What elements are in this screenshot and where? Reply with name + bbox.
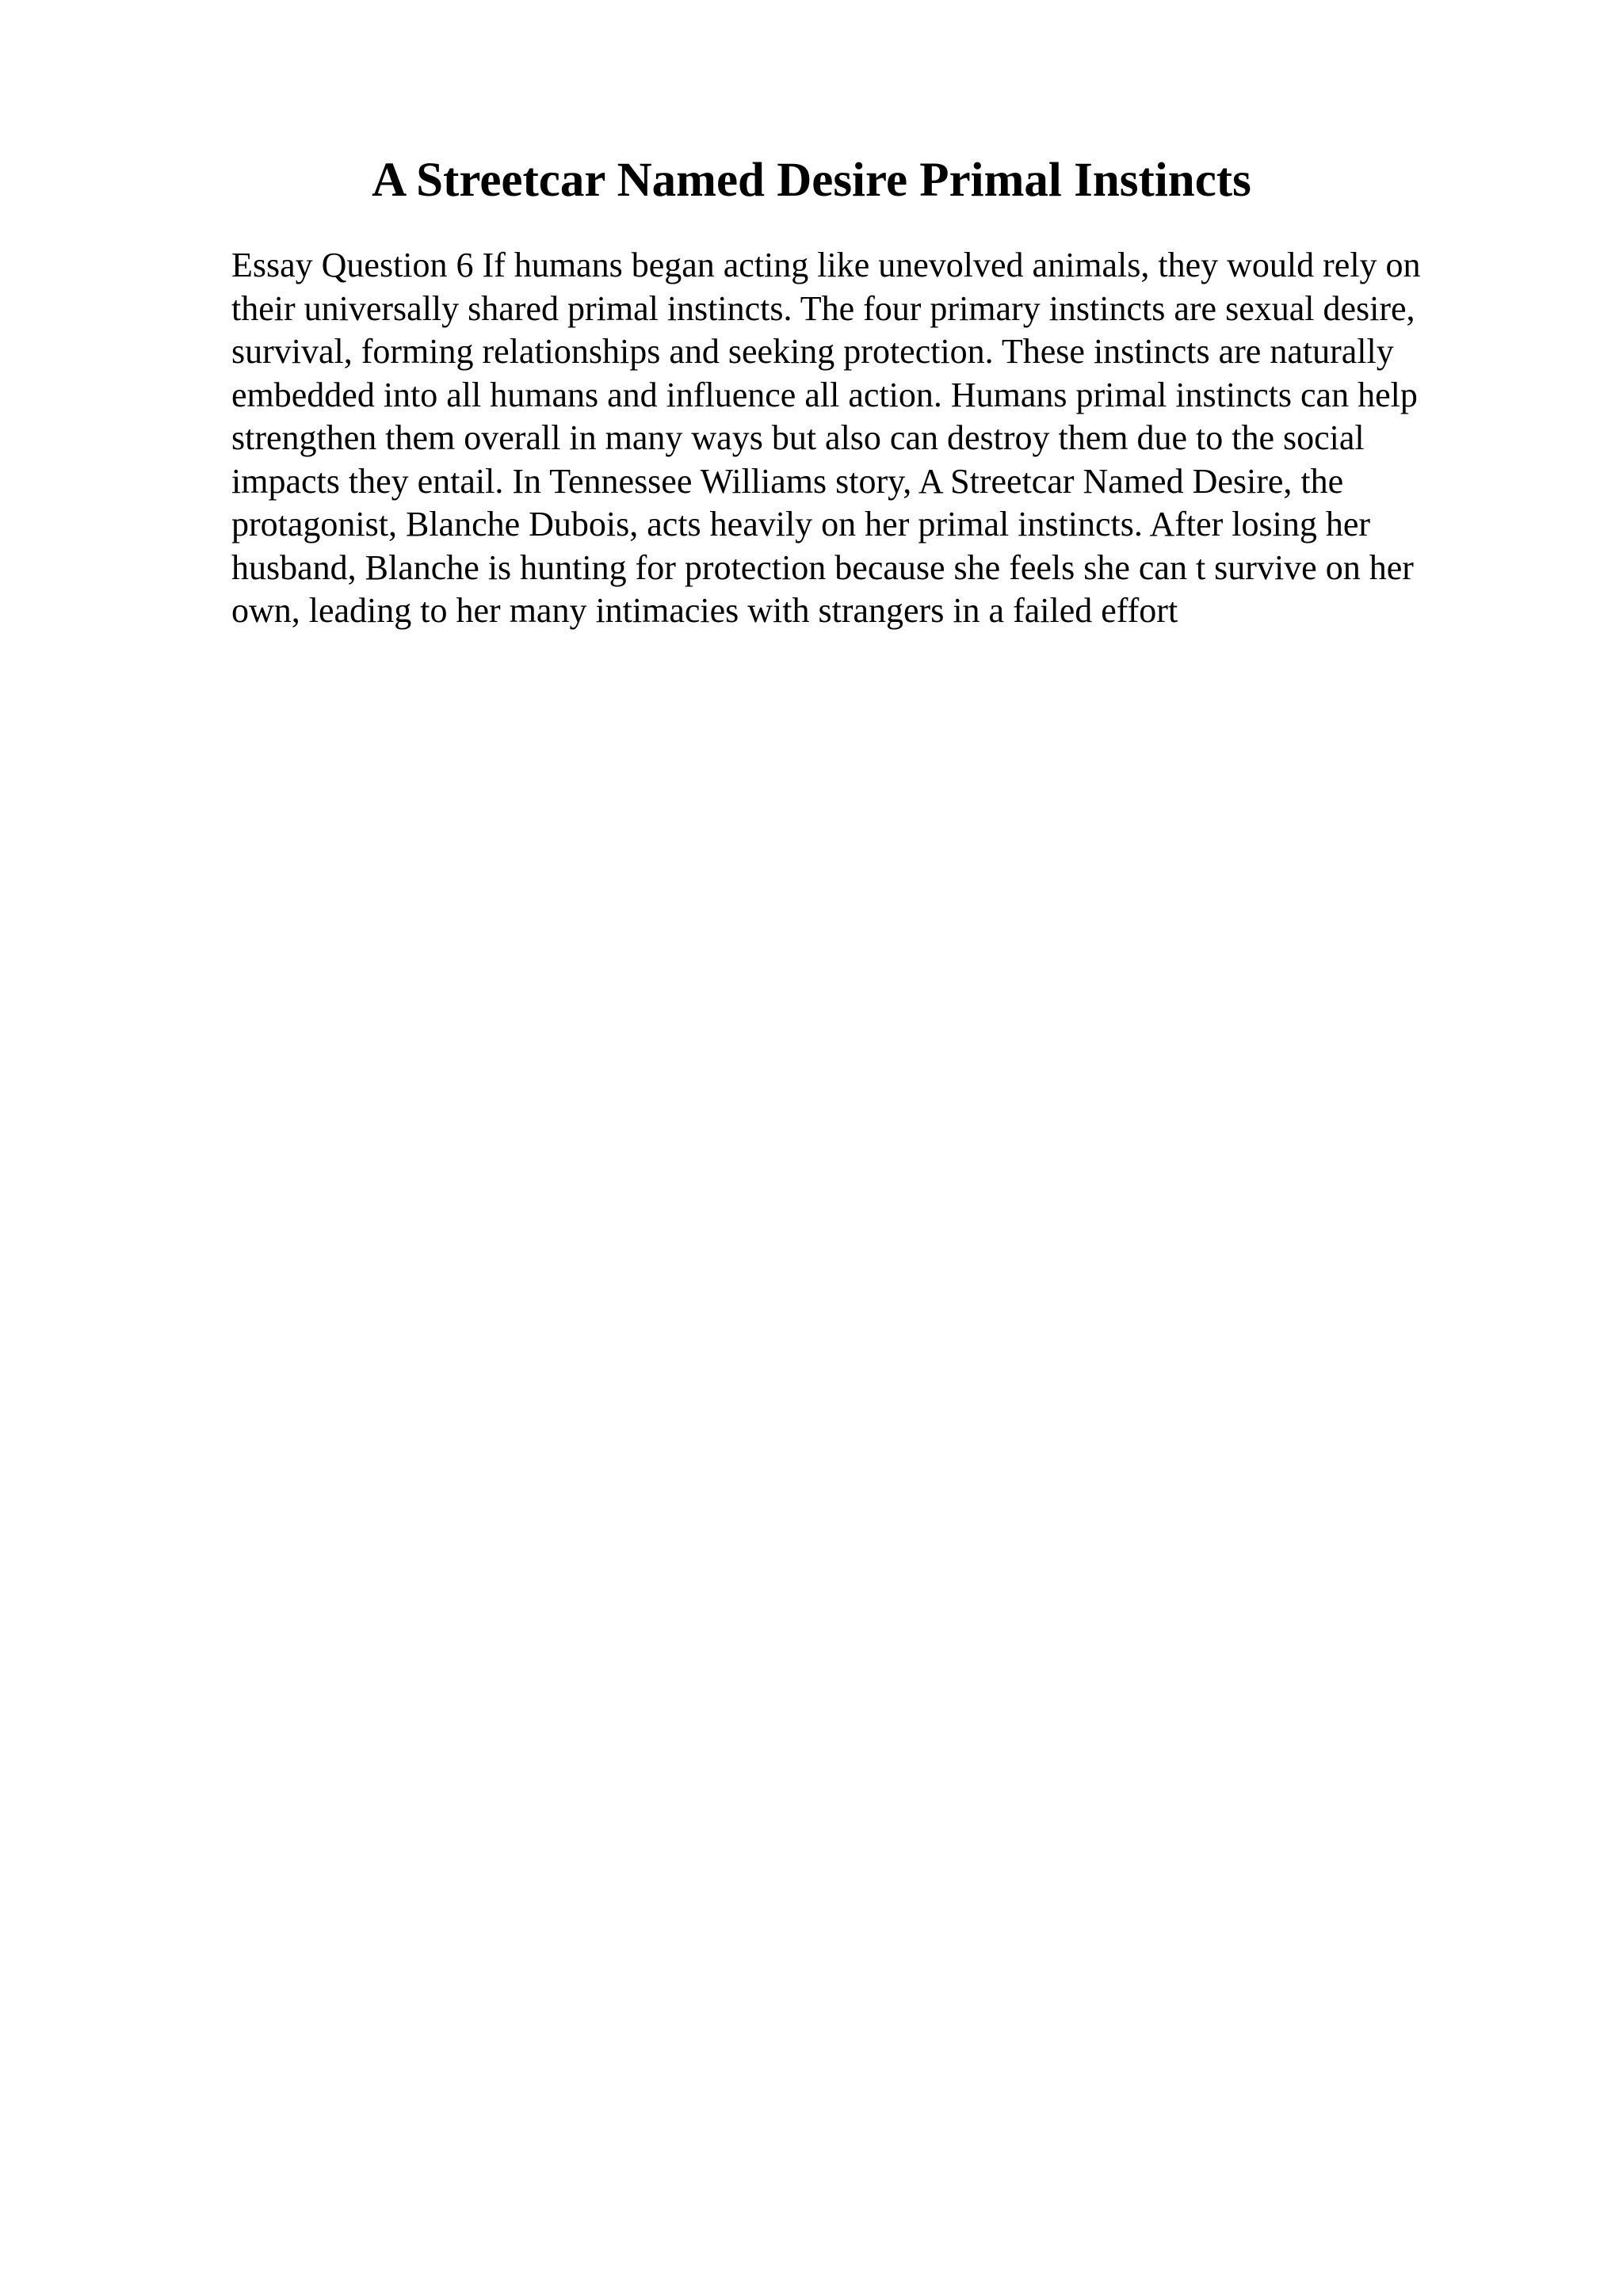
body-line: own, leading to her many intimacies with strangers in a failed effort xyxy=(231,591,1178,630)
body-line: embedded into all humans and influence all action. Humans primal instincts can help xyxy=(231,375,1418,414)
body-line: husband, Blanche is hunting for protection because she feels she can t survive on her xyxy=(231,547,1414,587)
body-line: their universally shared primal instincts. The four primary instincts are sexual desire, xyxy=(231,288,1415,328)
body-line: protagonist, Blanche Dubois, acts heavily on her primal instincts. After losing her xyxy=(231,505,1371,543)
document-title: A Streetcar Named Desire Primal Instincts xyxy=(372,154,1251,207)
body-line: Essay Question 6 If humans began acting like unevolved animals, they would rely on xyxy=(231,246,1421,284)
body-line: survival, forming relationships and seeking protection. These instincts are naturally xyxy=(231,332,1394,371)
body-line: impacts they entail. In Tennessee Williams story, A Streetcar Named Desire, the xyxy=(231,461,1344,501)
body-line: strengthen them overall in many ways but also can destroy them due to the social xyxy=(231,418,1365,457)
document-body xyxy=(231,244,1515,633)
